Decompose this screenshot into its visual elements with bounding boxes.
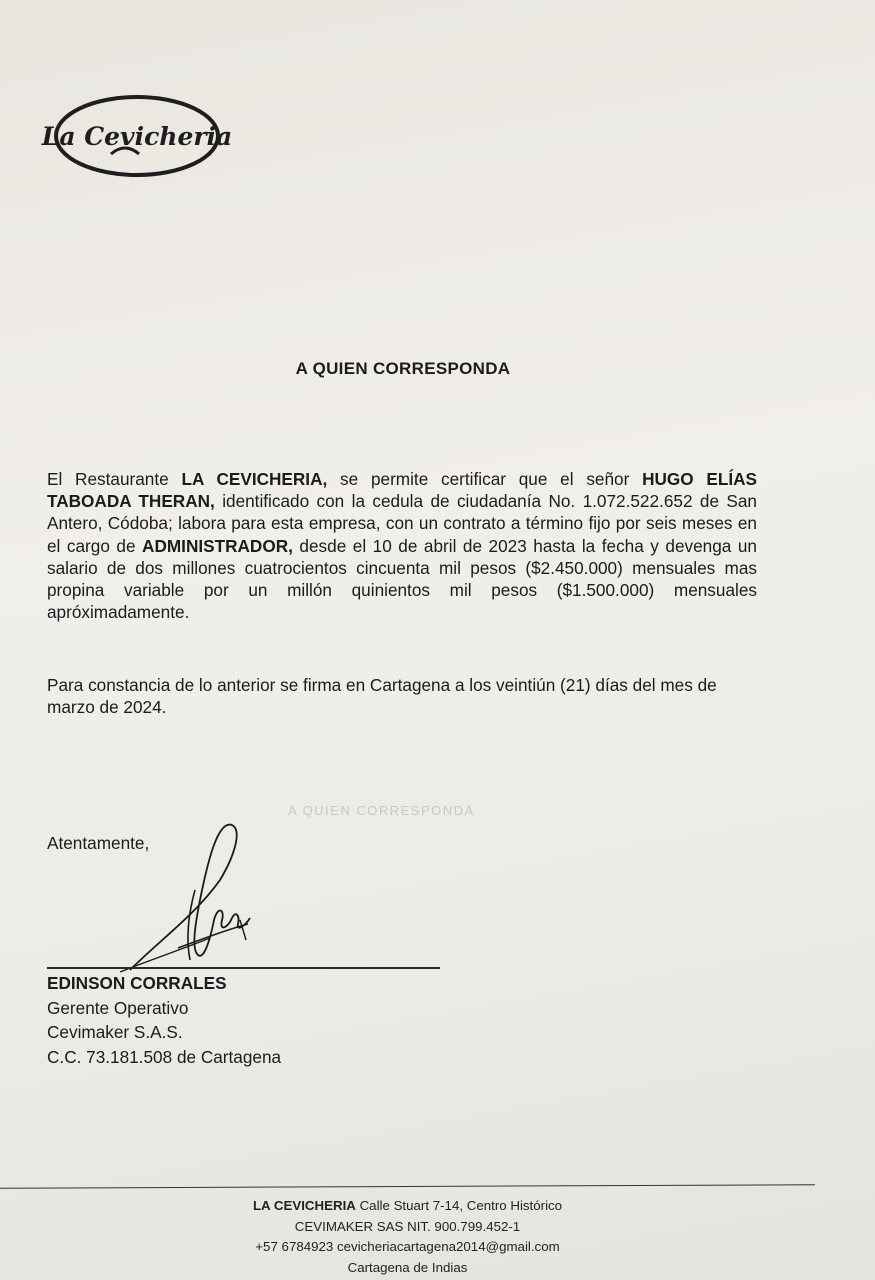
letterhead-footer	[0, 1196, 815, 1278]
footer-brand: LA CEVICHERIA	[252, 1198, 356, 1213]
employee-name: HUGO ELÍAS TABOADA THERAN,	[47, 469, 758, 512]
footer-address-line	[0, 1196, 815, 1217]
signer-block	[47, 971, 281, 1069]
footer-city: Cartagena de Indias	[347, 1259, 468, 1275]
certification-paragraph: El Restaurante LA CEVICHERIA, se permite certificar que el señor HUGO ELÍAS TABOADA THERAN, identificado con la cedula de ciudadanía No. 1.072.522.652 de San Antero, Códoba; labora para esta empresa, con un contrato a término fijo por seis meses en el cargo de ADMINISTRADOR, desde el 10 de abril de 2023 hasta la fecha y devenga un salario de dos millones cuatrocientos cincuenta mil pesos ($2.450.000) mensuales mas propina variable por un millón quinientos mil pesos ($1.500.000) mensuales apróximadamente.	[47, 469, 758, 623]
job-title: ADMINISTRADOR,	[142, 535, 293, 556]
footer-address: Calle Stuart 7-14, Centro Histórico	[355, 1198, 563, 1213]
footer-divider	[0, 1184, 815, 1189]
closing-salutation: Atentamente,	[47, 833, 150, 853]
footer-contact: +57 6784923 cevicheriacartagena2014@gmail.com	[255, 1239, 560, 1254]
footer-company: CEVIMAKER SAS NIT. 900.799.452-1	[294, 1218, 521, 1234]
constancy-paragraph: Para constancia de lo anterior se firma en Cartagena a los veintiún (21) días del mes de marzo de 2024.	[47, 675, 717, 718]
document-heading: A QUIEN CORRESPONDA	[295, 359, 511, 378]
handwritten-signature	[100, 820, 270, 980]
signer-company: Cevimaker S.A.S.	[47, 1022, 183, 1042]
restaurant-name: LA CEVICHERIA,	[181, 469, 328, 489]
svg-text:La Cevicheria: La Cevicheria	[41, 122, 233, 151]
signer-title: Gerente Operativo	[47, 997, 189, 1018]
signer-id: C.C. 73.181.508 de Cartagena	[47, 1046, 282, 1067]
signature-line	[47, 967, 440, 969]
faded-show-through-text: A QUIEN CORRESPONDA	[288, 803, 475, 818]
signer-name: EDINSON CORRALES	[47, 973, 227, 993]
la-cevicheria-logo	[41, 94, 233, 178]
